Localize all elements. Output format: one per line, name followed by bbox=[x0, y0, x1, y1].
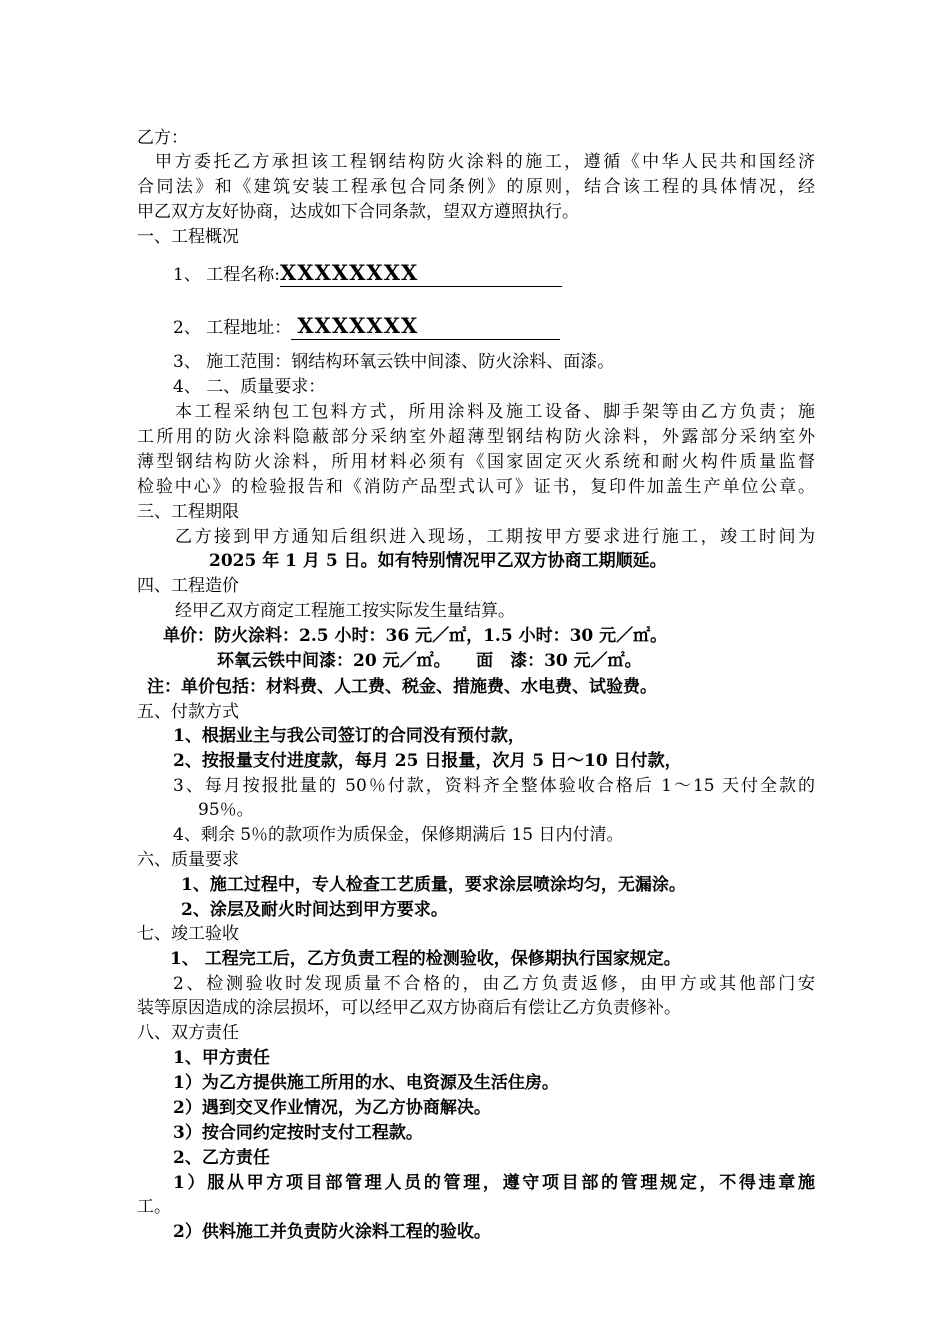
payment-item-3-line-2: 95％。 bbox=[198, 800, 254, 820]
party-a-duty-2: 2）遇到交叉作业情况，为乙方协商解决。 bbox=[173, 1098, 491, 1118]
unit-price-note: 注：单价包括：材料费、人工费、税金、措施费、水电费、试验费。 bbox=[147, 677, 657, 697]
acceptance-item-2-line-2: 装等原因造成的涂层损坏，可以经甲乙双方协商后有偿让乙方负责修补。 bbox=[137, 998, 681, 1018]
project-name-field bbox=[280, 262, 562, 287]
intro-line-2: 合同法》和《建筑安装工程承包合同条例》的原则，结合该工程的具体情况，经 bbox=[137, 177, 815, 197]
intro-line-1: 甲方委托乙方承担该工程钢结构防火涂料的施工，遵循《中华人民共和国经济 bbox=[155, 152, 815, 172]
project-name-label: 1、 工程名称: bbox=[173, 265, 280, 285]
project-address-label: 2、 工程地址： bbox=[173, 318, 292, 338]
intro-line-3: 甲乙双方友好协商，达成如下合同条款，望双方遵照执行。 bbox=[137, 202, 579, 222]
quality-line-1: 本工程采纳包工包料方式，所用涂料及施工设备、脚手架等由乙方负责；施 bbox=[175, 402, 815, 422]
party-a-responsibility-title: 1、甲方责任 bbox=[173, 1048, 270, 1068]
quality-item-1: 1、施工过程中，专人检查工艺质量，要求涂层喷涂均匀，无漏涂。 bbox=[181, 875, 686, 895]
payment-item-2: 2、按报量支付进度款，每月 25 日报量，次月 5 日～10 日付款， bbox=[173, 751, 682, 771]
party-b-responsibility-title: 2、乙方责任 bbox=[173, 1148, 270, 1168]
project-name-value: XXXXXXXX bbox=[279, 260, 419, 285]
party-b-duty-1-line-2: 工。 bbox=[137, 1197, 171, 1217]
party-a-duty-1: 1）为乙方提供施工所用的水、电资源及生活住房。 bbox=[173, 1073, 559, 1093]
project-address-row bbox=[173, 315, 560, 340]
period-line-1: 乙方接到甲方通知后组织进入现场，工期按甲方要求进行施工，竣工时间为 bbox=[175, 527, 815, 547]
unit-price-line-2: 环氧云铁中间漆：20 元／㎡。 面 漆：30 元／㎡。 bbox=[217, 651, 642, 671]
cost-line-1: 经甲乙双方商定工程施工按实际发生量结算。 bbox=[175, 601, 515, 621]
section-4-title: 四、工程造价 bbox=[137, 576, 239, 596]
section-6-title: 六、质量要求 bbox=[137, 850, 239, 870]
payment-item-3-line-1: 3、每月按报批量的 50％付款，资料齐全整体验收合格后 1～15 天付全款的 bbox=[173, 776, 815, 796]
period-line-2: 2025 年 1 月 5 日。如有特别情况甲乙双方协商工期顺延。 bbox=[209, 551, 667, 571]
party-a-duty-3: 3）按合同约定按时支付工程款。 bbox=[173, 1123, 423, 1143]
project-address-field bbox=[291, 315, 560, 340]
project-address-value: XXXXXXX bbox=[297, 313, 419, 338]
acceptance-item-2-line-1: 2、检测验收时发现质量不合格的，由乙方负责返修，由甲方或其他部门安 bbox=[173, 974, 815, 994]
project-name-row bbox=[173, 262, 562, 287]
quality-line-3: 薄型钢结构防火涂料，所用材料必须有《国家固定灭火系统和耐火构件质量监督 bbox=[137, 452, 815, 472]
construction-scope: 3、 施工范围：钢结构环氧云铁中间漆、防火涂料、面漆。 bbox=[173, 352, 615, 372]
payment-item-4: 4、剩余 5％的款项作为质保金，保修期满后 15 日内付清。 bbox=[173, 825, 624, 845]
quality-item-2: 2、涂层及耐火时间达到甲方要求。 bbox=[181, 900, 448, 920]
quality-line-2: 工所用的防火涂料隐蔽部分采纳室外超薄型钢结构防火涂料，外露部分采纳室外 bbox=[137, 427, 815, 447]
acceptance-item-1: 1、 工程完工后，乙方负责工程的检测验收，保修期执行国家规定。 bbox=[170, 949, 681, 969]
section-7-title: 七、竣工验收 bbox=[137, 924, 239, 944]
quality-line-4: 检验中心》的检验报告和《消防产品型式认可》证书，复印件加盖生产单位公章。 bbox=[137, 477, 815, 497]
party-b-duty-2: 2）供料施工并负责防火涂料工程的验收。 bbox=[173, 1222, 491, 1242]
payment-item-1: 1、根据业主与我公司签订的合同没有预付款， bbox=[173, 726, 525, 746]
party-b-duty-1-line-1: 1）服从甲方项目部管理人员的管理，遵守项目部的管理规定，不得违章施 bbox=[173, 1173, 815, 1193]
section-8-title: 八、双方责任 bbox=[137, 1023, 239, 1043]
section-5-title: 五、付款方式 bbox=[137, 702, 239, 722]
unit-price-line-1: 单价：防火涂料：2.5 小时：36 元／㎡，1.5 小时：30 元／㎡。 bbox=[163, 626, 668, 646]
party-b-label: 乙方： bbox=[137, 128, 188, 148]
section-1-title: 一、工程概况 bbox=[137, 227, 239, 247]
section-3-title: 三、工程期限 bbox=[137, 502, 239, 522]
item-4-quality-heading: 4、 二、质量要求： bbox=[173, 377, 326, 397]
